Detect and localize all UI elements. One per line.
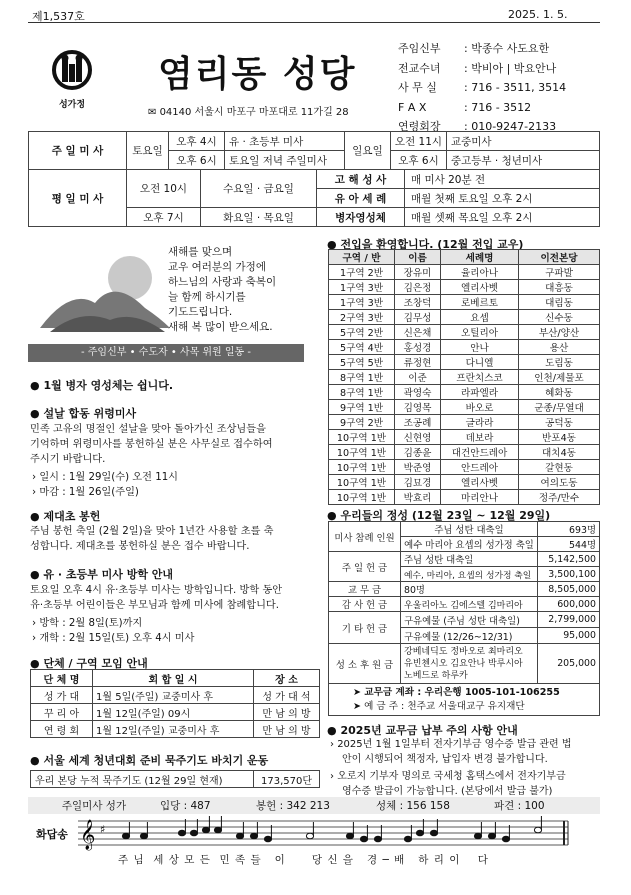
lunar-mass-deadline: › 마감 : 1월 26일(주일) — [32, 483, 139, 498]
music-note — [404, 836, 411, 842]
svg-text:♯: ♯ — [100, 823, 106, 836]
table-row: 10구역 1반 신현영 데보라 반포4동 — [329, 430, 600, 445]
weekday-mass-table: 평 일 미 사 오전 10시 수요일 · 금요일 고 해 성 사 매 미사 20분 전 유 아 세 례 매월 첫째 토요일 오후 2시 오후 7시 화요일 · 목요일 병자영성체 매월 셋째 목요일 오후 2시 — [28, 169, 600, 227]
contact-list: 주임신부 : 박종수 사도요한 전교수녀 : 박비아 | 박요안나 사 무 실 : 716 - 3511, 3514 F A X : 716 - 3512 연령회장 : 010-9247-2133 — [398, 42, 567, 133]
table-row: 10구역 1반 박준영 안드레아 갈현동 — [329, 460, 600, 475]
kids-mass-text: 토요일 오후 4시 유·초등부 미사는 방학입니다. 방학 동안 유·초등부 어린이들은 부모님과 함께 미사에 참례합니다. — [30, 585, 283, 611]
greeting-banner: - 주임신부 • 수도자 • 사목 위원 일동 - — [28, 344, 304, 362]
groups-title: ● 단체 / 구역 모임 안내 — [30, 655, 148, 671]
lunar-mass-date: › 일시 : 1월 29일(수) 오전 11시 — [32, 468, 178, 483]
music-note — [534, 827, 541, 833]
transfer-table: 구역 / 반 이름 세례명 이전본당 1구역 2반 장유미 율리아나 구파발 1구역 3반 김은정 엘리사벳 대흥동 1구역 3반 조창덕 로베르토 대림동 2구역 3반 김무성 요셉 신수동 5구역 2반 신은채 오틸리아 부산/양산 5구역 4반 홍성경 안나 용산 5구역 5반 류정현 다니엘 도림동 8구역 1반 이준 프란치스코 인천/제물포 8구역 1반 곽영숙 라파엘라 혜화동 9구역 1반 김영목 바오로 군종/무열대 9구역 2반 조공례 글라라 공덕동 10구역 1반 신현영 데보라 반포4동 10구역 1반 김종윤 대건안드레아 대치4동 10구역 1반 박준영 안드레아 갈현동 10구역 1반 김묘경 엘리사벳 여의도동 10구역 1반 박효리 마리안나 정주/만수 — [328, 249, 600, 505]
tax-notice-text: › 2025년 1월 1일부터 전자기부금 영수증 발급 관련 법 안이 시행되어 책정자, 납입자 변경 불가합니다. › 오로지 기부자 명의로 국세청 홈택스에서 전자기부금 영수증 발급이 가능합니다. (본당에서 발급 불가) — [330, 739, 572, 797]
table-row: 1구역 2반 장유미 율리아나 구파발 — [329, 265, 600, 280]
table-row: 연 령 회 1월 12일(주일) 교중미사 후 만 남 의 방 — [31, 721, 320, 738]
music-note — [416, 830, 423, 836]
table-row: 10구역 1반 김종윤 대건안드레아 대치4동 — [329, 445, 600, 460]
table-row: 8구역 1반 이준 프란치스코 인천/제물포 — [329, 370, 600, 385]
candle-title: ● 제대초 봉헌 — [30, 508, 100, 524]
music-note — [202, 827, 209, 833]
table-row: 10구역 1반 박효리 마리안나 정주/만수 — [329, 490, 600, 505]
music-note — [488, 833, 495, 839]
table-row: 8구역 1반 곽영숙 라파엘라 혜화동 — [329, 385, 600, 400]
account-holder: 예 금 주 : 천주교 서울대교구 유지재단 — [364, 700, 525, 712]
lunar-mass-text: 민족 고유의 명절인 설날을 맞아 돌아가신 조상님들을 기억하며 위령미사를 봉헌하실 분은 사무실로 접수하여 주시기 바랍니다. — [30, 424, 273, 465]
lunar-mass-title: ● 설날 합동 위령미사 — [30, 405, 136, 421]
music-staff — [78, 815, 588, 851]
svg-text:𝄞: 𝄞 — [80, 820, 96, 850]
table-row: 5구역 5반 류정현 다니엘 도림동 — [329, 355, 600, 370]
parish-logo: 성가정 — [50, 50, 94, 110]
table-row: 성 가 대 1월 5일(주일) 교중미사 후 성 가 대 석 — [31, 687, 320, 704]
music-note — [122, 833, 129, 839]
groups-table: 단 체 명 회 합 일 시 장 소 성 가 대 1월 5일(주일) 교중미사 후 성 가 대 석 꾸 리 아 1월 12일(주일) 09시 만 남 의 방 연 령 회 1월 12일(주일) 교중미사 후 만 남 의 방 — [30, 669, 320, 738]
music-note — [430, 830, 437, 836]
music-note — [264, 836, 271, 842]
table-row: 1구역 3반 김은정 엘리사벳 대흥동 — [329, 280, 600, 295]
table-row: 1구역 3반 조창덕 로베르토 대림동 — [329, 295, 600, 310]
sunday-mass-table: 주 일 미 사 토요일 오후 4시 유 · 초등부 미사 일요일 오전 11시 교중미사 오후 6시 토요일 저녁 주일미사 오후 6시 중고등부 · 청년미사 — [28, 131, 600, 170]
account-number: 교무금 계좌 : 우리은행 1005-101-106255 — [364, 686, 560, 698]
table-row: 10구역 1반 김묘경 엘리사벳 여의도동 — [329, 475, 600, 490]
music-note — [374, 836, 381, 842]
transfer-title: ● 전입을 환영합니다. (12월 전입 교우) — [327, 236, 523, 252]
music-note — [346, 833, 353, 839]
music-note — [306, 833, 313, 839]
offering-table: 미사 참례 인원 주님 성탄 대축일 693명 예수 마리아 요셉의 성가정 축일 544명 주 일 헌 금 주님 성탄 대축일 5,142,500 예수, 마리아, 요셉의 성가정 축일 3,500,100 교 무 금 80명 8,505,000 감 사 헌 금 우울리아노 김에스텔 김마리아 600,000 기 타 헌 금 구유예물 (주님 성탄 대축일) 2,799,000 구유예물 (12/26~12/31) 95,000 성 소 후 원 금 강베네딕도 정바오로 최마리오 유빈첸시오 김요안나 박루시아 노베드로 하루카 205,000 ➤ 교무금 계좌 : 우리은행 1005-101-106255 ➤ 예 금 주 : 천주교 서울대교구 유지재단 — [328, 521, 600, 716]
table-row: 2구역 3반 김무성 요셉 신수동 — [329, 310, 600, 325]
music-note — [360, 836, 367, 842]
candle-text: 주님 봉헌 축일 (2월 2일)을 맞아 1년간 사용할 초를 축 성합니다. 제대초를 봉헌하실 분은 접수 바랍니다. — [30, 526, 274, 552]
header-rule — [28, 22, 600, 23]
kids-vacation: › 방학 : 2월 8일(토)까지 — [32, 614, 142, 629]
sick-communion-notice: ● 1월 병자 영성체는 쉽니다. — [30, 377, 173, 393]
hymn-table: 주일미사 성가 입당 : 487 봉헌 : 342 213 성체 : 156 158 파견 : 100 — [28, 797, 600, 814]
issue-date: 2025. 1. 5. — [508, 8, 568, 21]
response-psalm-label: 화답송 — [36, 828, 68, 841]
mountain-illustration — [40, 248, 170, 338]
music-note — [214, 827, 221, 833]
youth-rosary-table: 우리 본당 누적 묵주기도 (12월 29일 현재) 173,570단 — [30, 770, 320, 788]
music-note — [140, 833, 147, 839]
youth-title: ● 서울 세계 청년대회 준비 묵주기도 바치기 운동 — [30, 752, 268, 768]
music-note — [474, 833, 481, 839]
table-row: 9구역 2반 조공례 글라라 공덕동 — [329, 415, 600, 430]
music-note — [250, 833, 257, 839]
kids-mass-title: ● 유 · 초등부 미사 방학 안내 — [30, 566, 173, 582]
parish-title: 염리동 성당 — [158, 54, 357, 95]
greeting-text: 새해를 맞으며 교우 여러분의 가정에 하느님의 사랑과 축복이 늘 함께 하시기를 기도드립니다. 새해 복 많이 받으세요. — [168, 246, 277, 333]
music-note — [178, 830, 185, 836]
music-note — [502, 836, 509, 842]
music-note — [190, 830, 197, 836]
table-row: 5구역 2반 신은채 오틸리아 부산/양산 — [329, 325, 600, 340]
issue-number: 제1,537호 — [32, 10, 85, 23]
kids-resume: › 개학 : 2월 15일(토) 오후 4시 미사 — [32, 629, 194, 644]
offering-title: ● 우리들의 정성 (12월 23일 ~ 12월 29일) — [327, 507, 550, 523]
table-row: 5구역 4반 홍성경 안나 용산 — [329, 340, 600, 355]
hymn-lyrics: 주 님 세 상 모 든 민 족 들 이 당 신 을 경 ─ 배 하 리 이 다 — [118, 854, 489, 866]
music-note — [236, 833, 243, 839]
table-row: 9구역 1반 김영목 바오로 군종/무열대 — [329, 400, 600, 415]
tax-notice-title: ● 2025년 교무금 납부 주의 사항 안내 — [327, 722, 518, 738]
parish-address: ✉ 04140 서울시 마포구 마포대로 11가길 28 — [148, 107, 349, 118]
table-row: 꾸 리 아 1월 12일(주일) 09시 만 남 의 방 — [31, 704, 320, 721]
